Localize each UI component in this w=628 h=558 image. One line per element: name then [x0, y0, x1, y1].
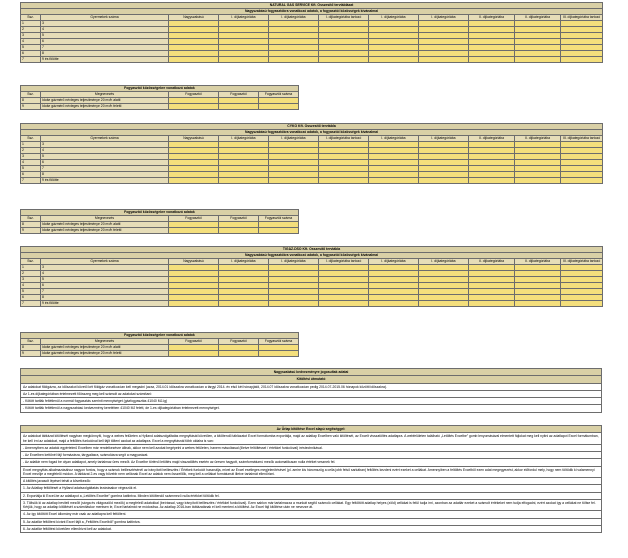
- guide-title: Nagyszabású kedvezményre jogosultak adatai: [21, 369, 602, 376]
- table-title: TIGÁZ-DSO Kft. Összesítő tervtábla: [21, 247, 603, 253]
- table-row: 7 9 és fölötte: [21, 57, 603, 63]
- table-natural-gas-service: [20, 2, 602, 63]
- table-cyko: [20, 123, 602, 184]
- table-row: 1 3: [21, 142, 603, 148]
- table-row: 9 Idoše gázmérő névleges teljesítménye 20 m³/h feletti: [21, 351, 299, 357]
- table-row: 7 9 és fölötte: [21, 301, 603, 307]
- header-row: Ssz. Gyermekek száma Nagyszabású I. díjkategóriába I. díjkategóriába I. díjkategóriába tartozó I. díjkategóriába I. díjkategóriába II. díjkategóriába II. díjkategóriába III. díjkategóriába tartozó: [21, 259, 603, 265]
- table-row: 4 6: [21, 39, 603, 45]
- table-subtitle: Nagyszabású fogyasztókra vonatkozó adatok, a fogyasztói közösségek kívánalmai: [21, 9, 603, 15]
- table-consumer-communities-1: Fogyasztói közösségekre vonatkozó adatok Ssz. Megnevezés Fogyasztói Fogyasztói Fogyasztói száma 8 Idoše gázmérő névleges teljesítménye 20 m³/h alatti 9 Idoše gázmérő névleges teljesítménye 20 m³/h feletti: [20, 85, 602, 110]
- table-title: CYKO Kft. Összesítő tervtábla: [21, 124, 603, 130]
- table-row: 4 6: [21, 160, 603, 166]
- header-row: Ssz. Gyermekek száma Nagyszabású I. díjkategóriába I. díjkategóriába I. díjkategóriába tartozó I. díjkategóriába I. díjkategóriába II. díjkategóriába II. díjkategóriába III. díjkategóriába tartozó: [21, 15, 603, 21]
- excel-guide-title: Az Űrlap kitöltése Excel alapú segítséggel:: [21, 426, 602, 433]
- table-row: 4 6: [21, 283, 603, 289]
- table-row: 7 9 és fölötte: [21, 178, 603, 184]
- table-row: 5 7: [21, 166, 603, 172]
- table-consumer-communities-2: Fogyasztói közösségekre vonatkozó adatok Ssz. Megnevezés Fogyasztói Fogyasztói Fogyasztói száma 8 Idoše gázmérő névleges teljesítménye 20 m³/h alatti 9 Idoše gázmérő névleges teljesítménye 20 m³/h feletti: [20, 209, 602, 234]
- table-row: 1 3: [21, 265, 603, 271]
- table-title: Fogyasztói közösségekre vonatkozó adatok: [21, 333, 299, 339]
- table-row: 3 5: [21, 154, 603, 160]
- table-row: 3 5: [21, 33, 603, 39]
- table-subtitle: Nagyszabású fogyasztókra vonatkozó adatok, a fogyasztói közösségek kívánalmai: [21, 253, 603, 259]
- table-title: Fogyasztói közösségekre vonatkozó adatok: [21, 86, 299, 92]
- header-row: Ssz. Gyermekek száma Nagyszabású I. díjkategóriába I. díjkategóriába I. díjkategóriába tartozó I. díjkategóriába I. díjkategóriába II. díjkategóriába II. díjkategóriába III. díjkategóriába tartozó: [21, 136, 603, 142]
- table-row: 6 8: [21, 51, 603, 57]
- table-subtitle: Nagyszabású fogyasztókra vonatkozó adatok, a fogyasztói közösségek kívánalmai: [21, 130, 603, 136]
- table-row: 8 Idoše gázmérő névleges teljesítménye 20 m³/h alatti: [21, 222, 299, 228]
- table-row: 3 5: [21, 277, 603, 283]
- table-row: 9 Idoše gázmérő névleges teljesítménye 20 m³/h feletti: [21, 104, 299, 110]
- table-row: 2 4: [21, 148, 603, 154]
- table-row: 2 4: [21, 271, 603, 277]
- table-title: NATURAL GAS SERVICE Kft. Összesítő tervtáblázat: [21, 3, 603, 9]
- table-row: 8 Idoše gázmérő névleges teljesítménye 20 m³/h alatti: [21, 98, 299, 104]
- excel-guide: Az Űrlap kitöltése Excel alapú segítséggel: Az adatokat táblázat kitöltését nagyban megkönnyíti, hogy a webes felületen a Hylland adatszolgáltatás megnyitását követően, a kitöltendő táblázatot Excel formátumba exportálja, majd az adatlap Excelben való kitöltését, az Excelt visszatöltés adatlapra. A webfelületen található „Letöltés Excelbe” gomb lenyomásával elmentett fájlokat meg kell nyitni az adatlapot Excel formátumban, be kell írni az adatokat, majd a feltöltés funkcióval kell fájlt tölteni azokat az adatlapra. Excel a megnyitásnál több oldalra is van: - Amennyiben az adatok egyértelmű Excelben már rendelkezésre állnak, akkor nem kell azokat begépelni a webes felületen, hanem másolással (illetve feltöltéssel / értékkel funkcióval) íréstechnikával. - Az Excelben kettőnél fájl formázásra, tárgyalásra, számolásra segít a magyarázat. - Az adatlár nem fogad be olyan adatlapot, amely tartalmaz üres mezőt. Az Excelbe történő letöltés majd visszatöltés esetén az üresen hagyott, számformátumú mezők automatikusan nulla értéket vesznek fel. Excel megnyitás alkalmazásához nagyon fontos, hogy a számok beillesztésénél az irányított beillesztés / Értékek funkciót használja, mivel az Excel esetleges megjelenítésével (pl. amire kis háromszög a cella jobb felső sarkában) feltöltés kezdeni ezért ezeket a cellákat. Amennyiben a feltöltés Excelből ezen adat megegyezést, akkor előfordul mely, hogy nem töltődik ki valamennyi Excel mezője a megfelelő módon. A táblázat 2-es vagy bővebb nem cellának Excel az adatok nem összeillők, meg kell a cellákat formátumát illetve tartalmát ellenőrizni. A kitöltés javasolt lépései tehát a következők: 1. Az Adatlap feltöltését a Hylland adatszolgáltatás lezárásakor végezzük el. 2. Exportálja ki Excel-be az adatlapot a „Letöltés Excelbe” gombra kattintva. Minden kitöltendő számmező nulla értékkel töltődik fel. 3. Töltsük ki az adatlap beviteli mezőit (sárga és világoszöld mezők) a megfelelő adatokkal (beírással, vagy irányított beillesztés / értékkel funkcióval). Ezen sablon már tartalmazza a munkát segítő számoló cellákat. Egy feltöltött adatlap helyes (zöld) cellákat is felül tudja írni, azonban az adatlár ezeket a számolt értékeket nem tudja elfogadni, ezért azokat így a cellákat ne töltse fel. Kérjük, hogy az adatlap kitöltését a számításkor mentsen le, Excel tartalmát ne módosítsa. Az adatlap 2016-ban táblázatának el kell menteni a kitöltést. Az Excel fájl kitöltése után ne nevezze át. 4. Az így kitöltött Excel állomány már csak az adatlapra kell feltölteni. 5. Az adatlár feltölteni kívánt Excel fájlt a „Feltöltés Excelből” gombra kattintva. 6. Az adatlár feltöltést követően ellenőrizni kell az adatokat.: [20, 425, 602, 533]
- table-consumer-communities-3: Fogyasztói közösségekre vonatkozó adatok Ssz. Megnevezés Fogyasztói Fogyasztói Fogyasztói száma 8 Idoše gázmérő névleges teljesítménye 20 m³/h alatti 9 Idoše gázmérő névleges teljesítménye 20 m³/h feletti: [20, 332, 602, 357]
- table-row: 2 4: [21, 27, 603, 33]
- guide-subtitle: Kitöltési útmutató: [21, 376, 602, 383]
- table-title: Fogyasztói közösségekre vonatkozó adatok: [21, 210, 299, 216]
- table-row: 8 Idoše gázmérő névleges teljesítménye 20 m³/h alatti: [21, 345, 299, 351]
- table-row: 6 8: [21, 295, 603, 301]
- table-tigaz-dso: [20, 246, 602, 307]
- fill-guide: Nagyszabású kedvezményre jogosultak adatai Kitöltési útmutató Az adatokat földgázra, az időszakot követő két földgáz vonatkozóan kell megadni (azaz, 2014.01 időszakra vonatkozóan a tárgyi 2014. év első két hónapjától, 2014.07 időszakra vonatkozóan pedig 2014.07-2015.06 hónapok közötti időszakra). Az 1-es díjkategóriában értelmezett főösszeg meg kell számolt az adatokat számítani: - Kötött tarifák feltétlenül a normál fogyasztás szerinti mennyiséget (gázfogyasztás 41040 MJ-ig) - Kötött tarifák feltétlenül a nagyszabású kedvezmény keretében 41040 MJ felett, de 1-es díjkategóriában értelmezett mennyiséget.: [20, 368, 602, 413]
- table-row: 1 3: [21, 21, 603, 27]
- table-row: 5 7: [21, 289, 603, 295]
- table-row: 9 Idoše gázmérő névleges teljesítménye 20 m³/h feletti: [21, 228, 299, 234]
- table-row: 5 7: [21, 45, 603, 51]
- table-row: 6 8: [21, 172, 603, 178]
